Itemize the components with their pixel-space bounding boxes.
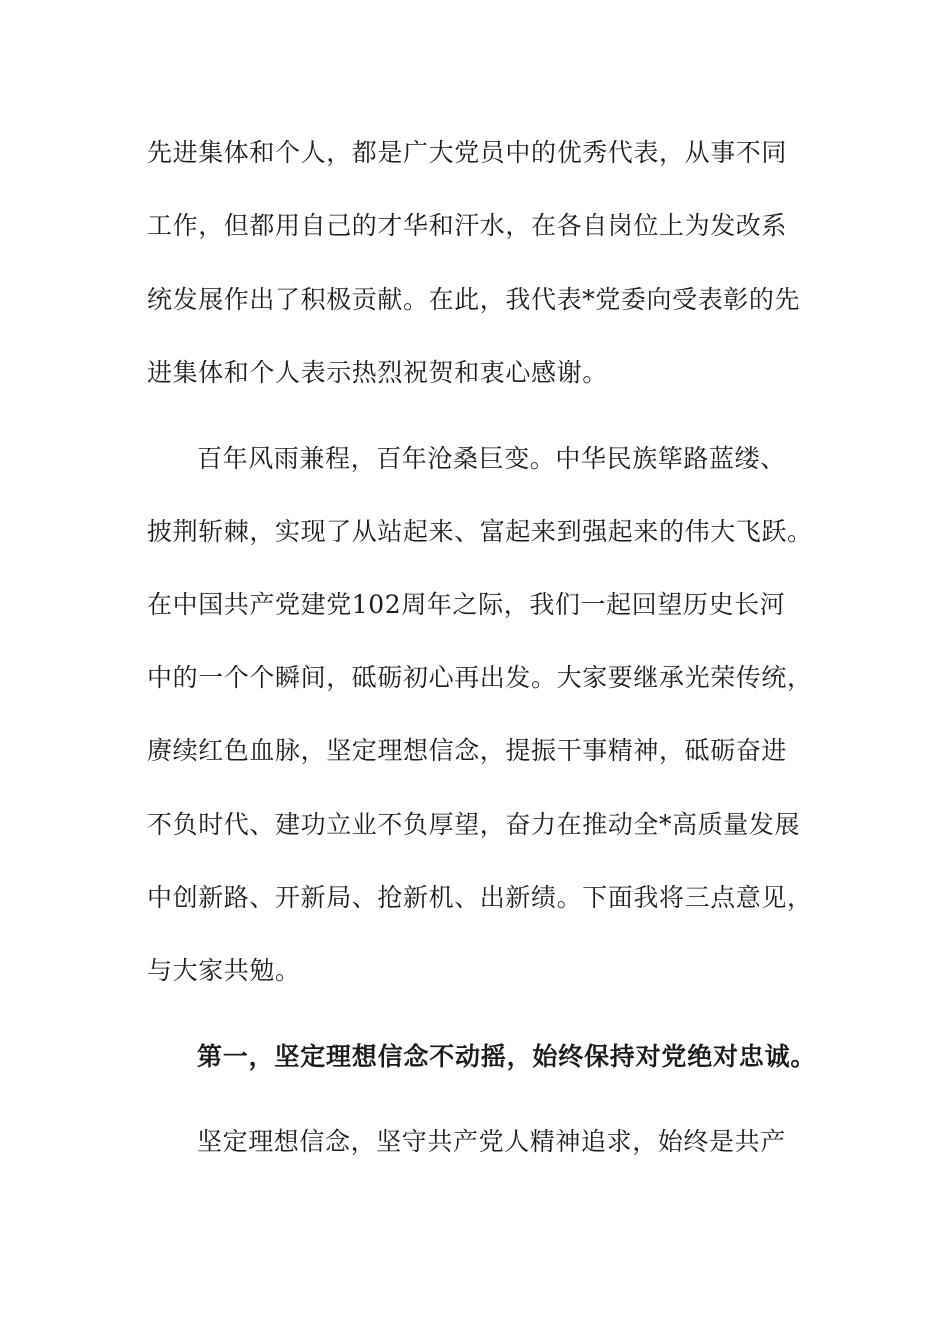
paragraph-2-line-4: 中的一个个瞬间，砥砺初心再出发。大家要继承光荣传统， — [147, 663, 813, 692]
paragraph-2-line-2: 披荆斩棘，实现了从站起来、富起来到强起来的伟大飞跃。 — [147, 517, 813, 546]
paragraph-1-line-3: 统发展作出了积极贡献。在此，我代表*党委向受表彰的先 — [147, 285, 801, 314]
paragraph-2-line-6: 不负时代、建功立业不负厚望，奋力在推动全*高质量发展 — [147, 810, 801, 839]
paragraph-1-line-1: 先进集体和个人，都是广大党员中的优秀代表，从事不同 — [147, 138, 788, 167]
paragraph-3-line-1: 坚定理想信念，坚守共产党人精神追求，始终是共产 — [197, 1127, 786, 1156]
paragraph-2-line-3: 在中国共产党建党102周年之际，我们一起回望历史长河 — [147, 590, 786, 619]
paragraph-2-line-1: 百年风雨兼程，百年沧桑巨变。中华民族筚路蓝缕、 — [197, 444, 786, 473]
paragraph-2-line-5: 赓续红色血脉，坚定理想信念，提振干事精神，砥砺奋进 — [147, 736, 788, 765]
paragraph-1-line-4: 进集体和个人表示热烈祝贺和衷心感谢。 — [147, 358, 608, 387]
paragraph-2-line-8: 与大家共勉。 — [147, 956, 301, 985]
paragraph-1-line-2: 工作，但都用自己的才华和汗水，在各自岗位上为发改系 — [147, 211, 788, 240]
section-heading-1: 第一，坚定理想信念不动摇，始终保持对党绝对忠诚。 — [197, 1042, 817, 1071]
paragraph-2-line-7: 中创新路、开新局、抢新机、出新绩。下面我将三点意见， — [147, 883, 813, 912]
